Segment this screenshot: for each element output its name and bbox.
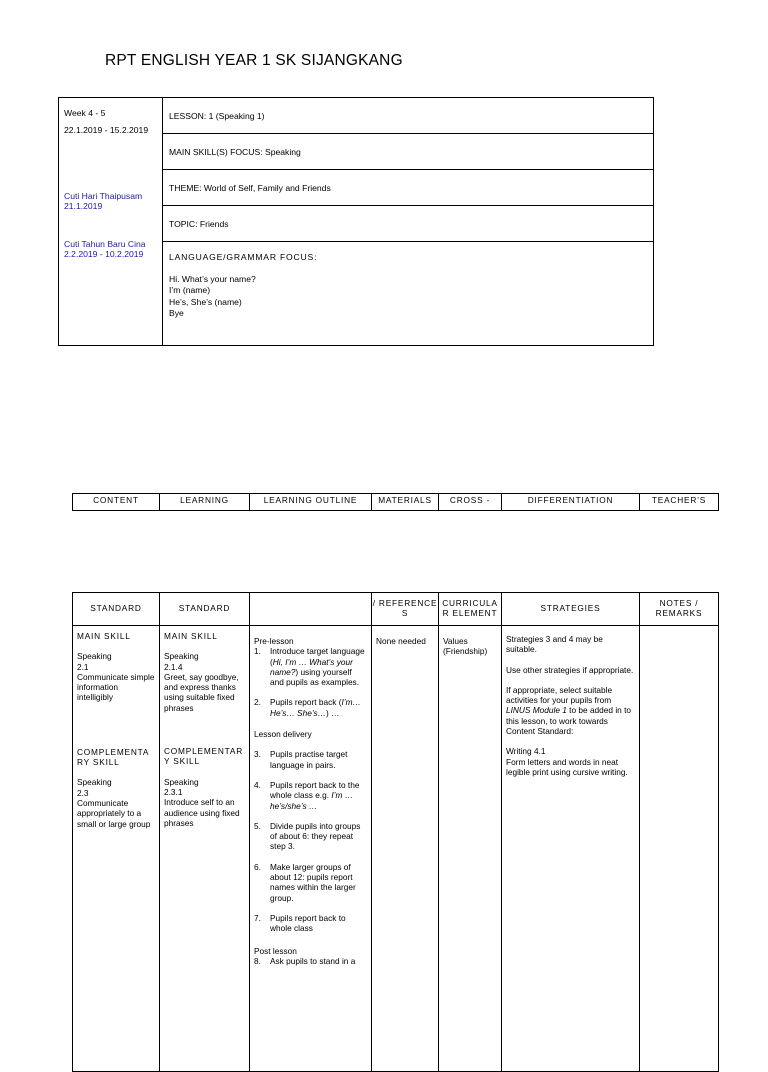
header-learning-outline: LEARNING OUTLINE — [250, 494, 372, 511]
outline-step: 3. Pupils practise target language in pairs. — [254, 749, 348, 770]
ls-main-skill: Speaking — [164, 651, 199, 662]
cs-main-desc: Communicate simple information intelligibly — [77, 671, 155, 703]
cs-comp-skill: Speaking — [77, 777, 112, 788]
lesson-delivery-heading: Lesson delivery — [254, 729, 312, 740]
theme-cell: THEME: World of Self, Family and Friends — [163, 170, 654, 206]
week-dates: 22.1.2019 - 15.2.2019 — [64, 125, 149, 135]
outline-step: 7. Pupils report back to whole class — [254, 912, 346, 934]
header-cross: CROSS - — [439, 494, 502, 511]
differentiation-cell — [502, 626, 640, 1072]
materials-text: None needed — [376, 636, 426, 646]
cs-main-code: 2.1 — [77, 661, 89, 672]
header-content: CONTENT — [73, 494, 160, 511]
outline-step: 2. Pupils report back (I’m… He’s… She’s…) … — [254, 697, 361, 718]
ls-comp-desc: Introduce self to an audience using fixed phrases — [164, 797, 240, 828]
outline-step: 6. Make larger groups of about 12: pupils report names within the larger group. — [254, 861, 356, 903]
outline-step: 1. Introduce target language (Hi, I’m … What’s your name?) using yourself and pupils as examples. — [254, 646, 365, 688]
header-learning: LEARNING — [160, 494, 250, 511]
cross-curricular-cell — [439, 626, 502, 1072]
week-cell — [59, 98, 163, 346]
header-outline-blank — [250, 593, 372, 626]
header-standard-2: STANDARD — [160, 593, 250, 626]
diff-p4: Writing 4.1 — [506, 746, 546, 757]
header-notes-remarks: NOTES / REMARKS — [640, 593, 719, 626]
cs-main-label: MAIN SKILL — [77, 631, 131, 641]
content-standard-cell — [73, 626, 160, 1072]
diff-p1: Strategies 3 and 4 may be suitable. — [506, 634, 603, 655]
learning-standard-cell — [160, 626, 250, 1072]
cs-main-skill: Speaking — [77, 651, 112, 662]
outline-step: 4. Pupils report back to the whole class e.g. I’m … he’s/she’s … — [254, 779, 360, 811]
outline-step: 8. Ask pupils to stand in a — [254, 955, 356, 966]
language-line: I’m (name) — [169, 285, 211, 296]
language-line: Hi. What’s your name? — [169, 274, 256, 285]
diff-p5: Form letters and words in neat legible print using cursive writing. — [506, 756, 628, 777]
header-references: / REFERENCE S — [372, 593, 439, 626]
cs-comp-label: COMPLEMENTA RY SKILL — [77, 746, 149, 768]
holiday-2-date: 2.2.2019 - 10.2.2019 — [64, 249, 144, 259]
holiday-1-date: 21.1.2019 — [64, 201, 103, 211]
topic-cell: TOPIC: Friends — [163, 206, 654, 242]
cross-curricular-text: Values (Friendship) — [443, 636, 488, 657]
ls-main-desc: Greet, say goodbye, and express thanks using suitable fixed phrases — [164, 671, 239, 713]
header-strategies: STRATEGIES — [502, 593, 640, 626]
lesson-info-table — [58, 97, 654, 346]
diff-p3: If appropriate, select suitable activities for your pupils from LINUS Module 1 to be added in to this lesson, to work towards Content Standard: — [506, 684, 631, 737]
page-title: RPT ENGLISH YEAR 1 SK SIJANGKANG — [105, 52, 403, 69]
header-row-top-table — [72, 493, 719, 511]
teacher-notes-cell — [640, 626, 719, 1072]
main-skill-focus-cell: MAIN SKILL(S) FOCUS: Speaking — [163, 134, 654, 170]
header-materials: MATERIALS — [372, 494, 439, 511]
cs-comp-code: 2.3 — [77, 787, 89, 798]
ls-main-label: MAIN SKILL — [164, 631, 218, 641]
week-label: Week 4 - 5 — [64, 108, 106, 118]
lesson-plan-table — [72, 592, 719, 1072]
ls-main-code: 2.1.4 — [164, 661, 183, 672]
header-teachers: TEACHER’S — [640, 494, 719, 511]
holiday-1-name: Cuti Hari Thaipusam — [64, 191, 143, 201]
language-focus-cell — [163, 242, 654, 346]
header-curricular-element: CURRICULA R ELEMENT — [439, 593, 502, 626]
holiday-2-name: Cuti Tahun Baru Cina — [64, 239, 146, 249]
materials-cell — [372, 626, 439, 1072]
cs-comp-desc: Communicate appropriately to a small or large group — [77, 797, 151, 829]
pre-lesson-heading: Pre-lesson — [254, 636, 294, 646]
language-focus-label: LANGUAGE/GRAMMAR FOCUS: — [169, 252, 318, 262]
diff-p2: Use other strategies if appropriate. — [506, 664, 634, 675]
header-differentiation: DIFFERENTIATION — [502, 494, 640, 511]
ls-comp-label: COMPLEMENTAR Y SKILL — [164, 746, 244, 767]
learning-outline-cell — [250, 626, 372, 1072]
ls-comp-code: 2.3.1 — [164, 786, 183, 797]
lesson-cell: LESSON: 1 (Speaking 1) — [163, 98, 654, 134]
language-line: He’s, She’s (name) — [169, 296, 242, 307]
post-lesson-heading: Post lesson — [254, 945, 297, 956]
outline-step: 5. Divide pupils into groups of about 6: they repeat step 3. — [254, 820, 361, 852]
ls-comp-skill: Speaking — [164, 776, 199, 787]
header-standard-1: STANDARD — [73, 593, 160, 626]
language-line: Bye — [169, 307, 184, 318]
